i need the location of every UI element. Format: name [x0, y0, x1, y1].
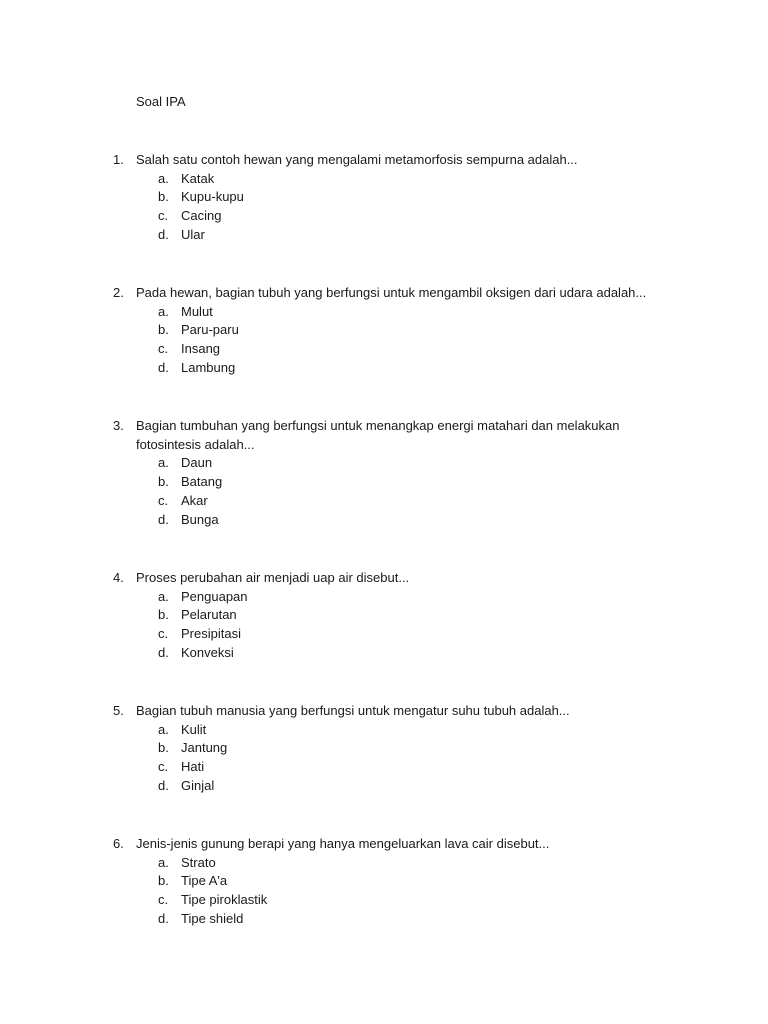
option-a — [0, 170, 768, 189]
option-text: Batang — [181, 473, 223, 489]
answer-options — [0, 588, 768, 663]
option-a — [0, 721, 768, 740]
option-text: Mulut — [181, 303, 213, 319]
option-text: Strato — [181, 854, 216, 870]
option-c — [0, 758, 768, 777]
option-c — [0, 340, 768, 359]
option-letter: d. — [158, 910, 169, 926]
question-stem — [0, 284, 768, 303]
question-text: Salah satu contoh hewan yang mengalami metamorfosis sempurna adalah... — [136, 152, 578, 167]
option-d — [0, 511, 768, 530]
option-letter: a. — [158, 721, 169, 737]
question-5 — [0, 702, 768, 796]
option-text: Daun — [181, 455, 213, 471]
option-b — [0, 473, 768, 492]
option-text: Bunga — [181, 511, 219, 527]
answer-options — [0, 170, 768, 245]
option-letter: c. — [158, 892, 169, 908]
question-stem — [0, 417, 768, 454]
option-letter: b. — [158, 740, 169, 756]
option-letter: a. — [158, 303, 169, 319]
option-c — [0, 625, 768, 644]
option-text: Insang — [181, 341, 221, 357]
option-letter: a. — [158, 170, 169, 186]
option-d — [0, 226, 768, 245]
option-letter: d. — [158, 226, 169, 242]
option-text: Akar — [181, 492, 208, 508]
question-number: 6. — [113, 836, 124, 851]
option-letter: b. — [158, 873, 169, 889]
option-d — [0, 777, 768, 796]
option-b — [0, 188, 768, 207]
option-letter: b. — [158, 607, 169, 623]
option-text: Kupu-kupu — [181, 189, 244, 205]
question-text: Proses perubahan air menjadi uap air disebut... — [136, 570, 410, 585]
option-text: Tipe piroklastik — [181, 892, 268, 908]
question-text: Pada hewan, bagian tubuh yang berfungsi untuk mengambil oksigen dari udara adalah... — [136, 285, 647, 300]
option-a — [0, 588, 768, 607]
option-letter: c. — [158, 208, 169, 224]
option-a — [0, 454, 768, 473]
question-1 — [0, 151, 768, 245]
question-3 — [0, 417, 768, 529]
option-text: Paru-paru — [181, 322, 239, 338]
question-number: 1. — [113, 152, 124, 167]
option-letter: a. — [158, 854, 169, 870]
option-text: Pelarutan — [181, 607, 237, 623]
option-b — [0, 872, 768, 891]
option-text: Tipe A'a — [181, 873, 228, 889]
option-letter: c. — [158, 759, 169, 775]
question-6 — [0, 835, 768, 929]
option-text: Katak — [181, 170, 215, 186]
option-letter: d. — [158, 777, 169, 793]
question-stem — [0, 702, 768, 721]
answer-options — [0, 854, 768, 929]
question-text: Bagian tubuh manusia yang berfungsi untuk mengatur suhu tubuh adalah... — [136, 703, 570, 718]
question-number: 4. — [113, 570, 124, 585]
option-letter: d. — [158, 359, 169, 375]
question-number: 2. — [113, 285, 124, 300]
option-letter: a. — [158, 588, 169, 604]
option-letter: b. — [158, 189, 169, 205]
option-b — [0, 606, 768, 625]
question-4 — [0, 569, 768, 663]
question-text: Jenis-jenis gunung berapi yang hanya mengeluarkan lava cair disebut... — [136, 836, 550, 851]
option-text: Cacing — [181, 208, 222, 224]
option-letter: d. — [158, 644, 169, 660]
question-number: 3. — [113, 418, 124, 433]
answer-options — [0, 303, 768, 378]
option-text: Tipe shield — [181, 910, 244, 926]
option-letter: b. — [158, 322, 169, 338]
question-stem — [0, 569, 768, 588]
option-text: Kulit — [181, 721, 207, 737]
option-b — [0, 321, 768, 340]
option-d — [0, 359, 768, 378]
question-text: Bagian tumbuhan yang berfungsi untuk menangkap energi matahari dan melakukan fotosintesis adalah... — [136, 418, 620, 452]
option-d — [0, 910, 768, 929]
question-2 — [0, 284, 768, 378]
answer-options — [0, 454, 768, 529]
option-letter: b. — [158, 473, 169, 489]
question-number: 5. — [113, 703, 124, 718]
option-letter: d. — [158, 511, 169, 527]
document-title: Soal IPA — [136, 94, 186, 109]
question-stem — [0, 151, 768, 170]
option-text: Hati — [181, 759, 205, 775]
option-text: Jantung — [181, 740, 228, 756]
answer-options — [0, 721, 768, 796]
option-c — [0, 891, 768, 910]
option-letter: c. — [158, 626, 169, 642]
option-text: Presipitasi — [181, 626, 241, 642]
option-letter: a. — [158, 455, 169, 471]
option-a — [0, 854, 768, 873]
option-d — [0, 644, 768, 663]
option-text: Ginjal — [181, 777, 215, 793]
option-b — [0, 739, 768, 758]
option-text: Penguapan — [181, 588, 248, 604]
option-letter: c. — [158, 492, 169, 508]
option-text: Ular — [181, 226, 205, 242]
option-letter: c. — [158, 341, 169, 357]
question-stem — [0, 835, 768, 854]
option-text: Lambung — [181, 359, 236, 375]
option-c — [0, 492, 768, 511]
option-c — [0, 207, 768, 226]
option-a — [0, 303, 768, 322]
option-text: Konveksi — [181, 644, 234, 660]
